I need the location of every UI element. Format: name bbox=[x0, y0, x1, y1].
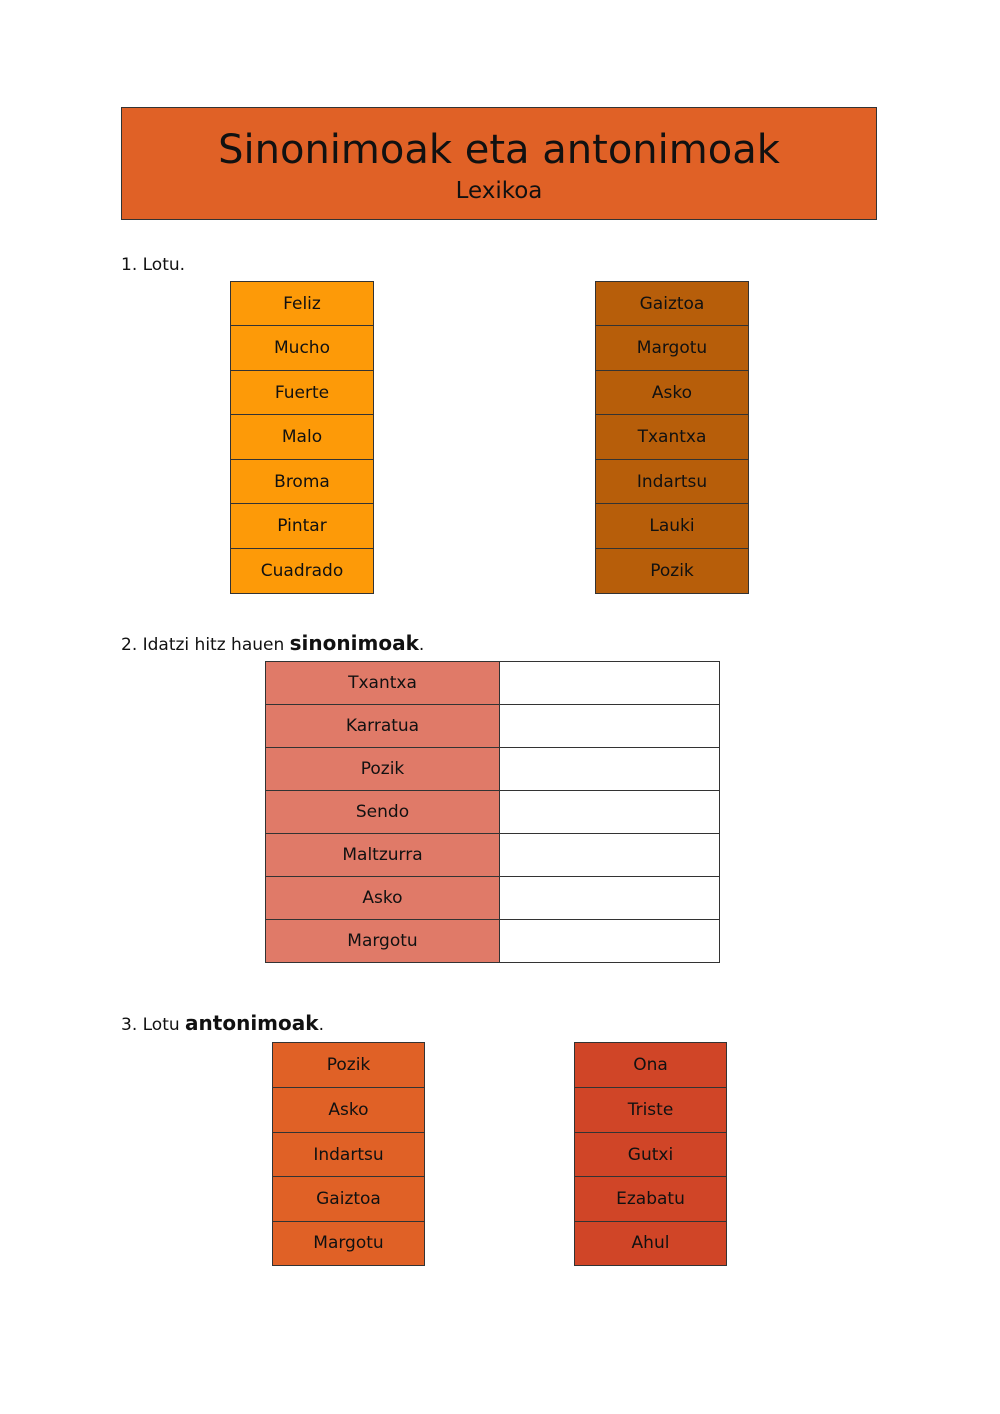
table-row bbox=[266, 877, 720, 920]
synonym-source-word: Maltzurra bbox=[266, 834, 500, 877]
ex1-right-word[interactable]: Margotu bbox=[596, 326, 748, 371]
ex1-right-word[interactable]: Pozik bbox=[650, 560, 694, 581]
ex3-left-word[interactable]: Gaiztoa bbox=[273, 1177, 424, 1222]
ex1-left-word[interactable]: Cuadrado bbox=[260, 560, 344, 581]
synonyms-table bbox=[265, 661, 720, 963]
ex1-left-word[interactable]: Malo bbox=[231, 415, 373, 460]
ex1-right-word[interactable]: Gaiztoa bbox=[596, 282, 748, 326]
ex1-right-word[interactable]: Txantxa bbox=[596, 415, 748, 460]
worksheet-header bbox=[121, 107, 877, 220]
ex1-right-word[interactable]: Lauki bbox=[596, 504, 748, 549]
ex1-left-word[interactable]: Broma bbox=[231, 460, 373, 504]
synonym-source-word: Margotu bbox=[266, 920, 500, 963]
synonym-answer-field[interactable] bbox=[500, 748, 720, 791]
exercise-3-instruction: 3. Lotu antonimoak. bbox=[121, 1011, 324, 1035]
ex3-right-word[interactable]: Ahul bbox=[631, 1233, 670, 1253]
table-row bbox=[266, 748, 720, 791]
exercise-3-left-column bbox=[272, 1042, 425, 1266]
synonym-source-word: Asko bbox=[266, 877, 500, 920]
ex3-left-word[interactable]: Asko bbox=[273, 1088, 424, 1133]
table-row bbox=[266, 920, 720, 963]
synonym-answer-field[interactable] bbox=[500, 877, 720, 920]
ex1-right-word[interactable]: Indartsu bbox=[596, 460, 748, 504]
synonym-answer-field[interactable] bbox=[500, 705, 720, 748]
ex3-left-word[interactable]: Indartsu bbox=[273, 1133, 424, 1177]
ex1-left-word[interactable]: Feliz bbox=[231, 282, 373, 326]
synonym-answer-field[interactable] bbox=[500, 834, 720, 877]
ex1-right-word[interactable]: Asko bbox=[596, 371, 748, 415]
ex3-right-word[interactable]: Ona bbox=[575, 1043, 726, 1088]
ex3-right-word[interactable]: Ezabatu bbox=[575, 1177, 726, 1222]
synonym-source-word: Txantxa bbox=[266, 662, 500, 705]
ex1-left-word[interactable]: Pintar bbox=[231, 504, 373, 549]
ex3-left-word[interactable]: Margotu bbox=[313, 1233, 384, 1253]
exercise-1-instruction: 1. Lotu. bbox=[121, 255, 186, 275]
exercise-3-right-column bbox=[574, 1042, 727, 1266]
ex3-right-word[interactable]: Triste bbox=[575, 1088, 726, 1133]
synonym-source-word: Pozik bbox=[266, 748, 500, 791]
ex1-left-word[interactable]: Fuerte bbox=[231, 371, 373, 415]
exercise-1-left-column bbox=[230, 281, 374, 594]
synonym-source-word: Karratua bbox=[266, 705, 500, 748]
synonym-answer-field[interactable] bbox=[500, 662, 720, 705]
page-subtitle: Lexikoa bbox=[455, 178, 543, 204]
synonym-answer-field[interactable] bbox=[500, 920, 720, 963]
synonym-answer-field[interactable] bbox=[500, 791, 720, 834]
table-row bbox=[266, 791, 720, 834]
ex1-left-word[interactable]: Mucho bbox=[231, 326, 373, 371]
table-row bbox=[266, 662, 720, 705]
exercise-1-right-column bbox=[595, 281, 749, 594]
exercise-2-instruction: 2. Idatzi hitz hauen sinonimoak. bbox=[121, 631, 425, 655]
synonym-source-word: Sendo bbox=[266, 791, 500, 834]
ex3-left-word[interactable]: Pozik bbox=[273, 1043, 424, 1088]
page-title: Sinonimoak eta antonimoak bbox=[218, 127, 780, 173]
table-row bbox=[266, 705, 720, 748]
ex3-right-word[interactable]: Gutxi bbox=[575, 1133, 726, 1177]
table-row bbox=[266, 834, 720, 877]
